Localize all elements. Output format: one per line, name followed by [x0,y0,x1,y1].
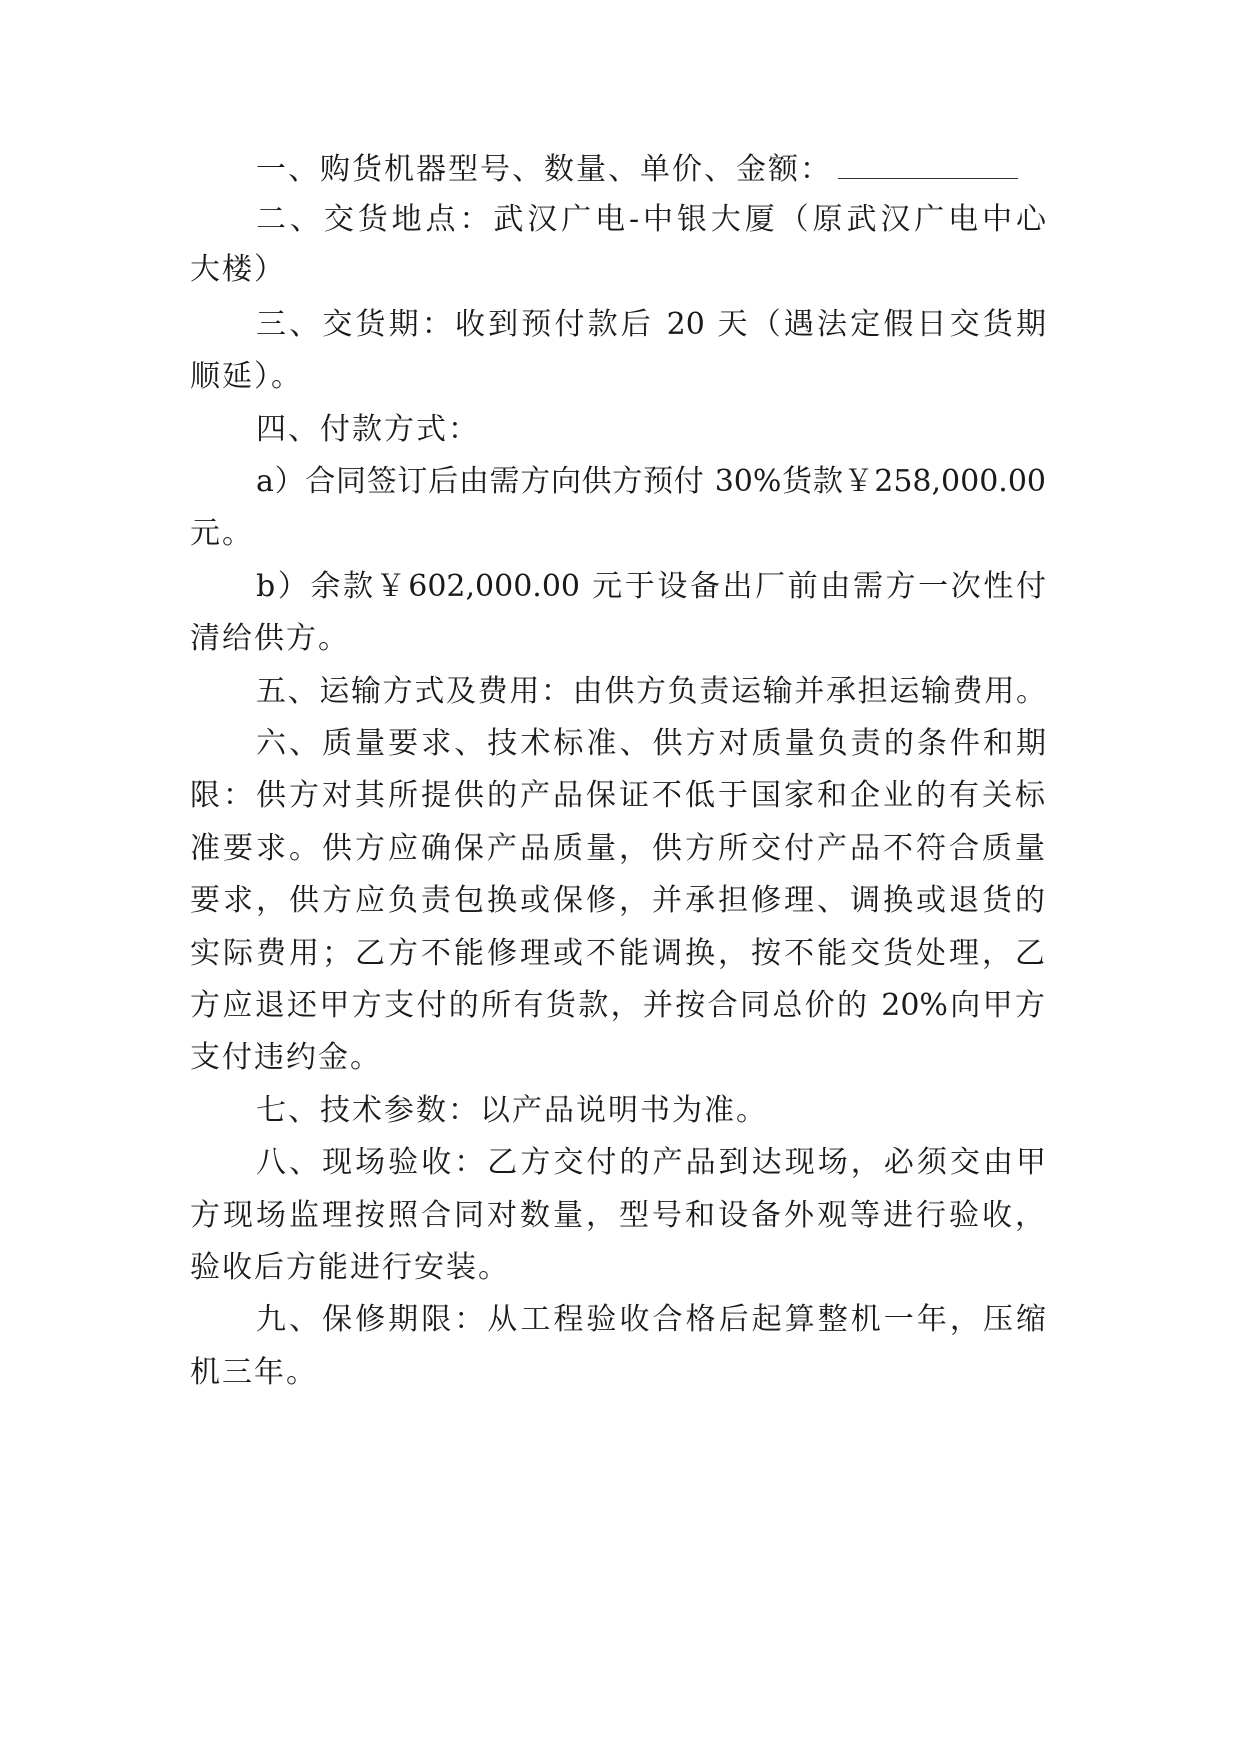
clause-4a-line-1: a）合同签订后由需方向供方预付 30%货款￥258,000.00 [256,464,1046,499]
clause-9-line-2: 机三年。 [190,1355,318,1390]
clause-2-line-1: 二、交货地点：武汉广电-中银大厦（原武汉广电中心 [256,202,1046,237]
clause-8-line-3: 验收后方能进行安装。 [190,1250,510,1285]
clause-4b-line-2: 清给供方。 [190,621,350,656]
clause-3-line-2: 顺延）。 [190,359,303,394]
clause-2-line-2: 大楼） [190,252,286,287]
clause-6-line-6: 方应退还甲方支付的所有货款，并按合同总价的 20%向甲方 [190,988,1045,1023]
clause-4b-line-1: b）余款￥602,000.00 元于设备出厂前由需方一次性付 [256,569,1046,604]
clause-5: 五、运输方式及费用：由供方负责运输并承担运输费用。 [256,674,1046,709]
clause-4-heading: 四、付款方式： [256,412,480,447]
clause-9-line-1: 九、保修期限：从工程验收合格后起算整机一年，压缩 [256,1302,1046,1337]
clause-3-line-1: 三、交货期：收到预付款后 20 天（遇法定假日交货期 [256,307,1046,342]
clause-6-line-1: 六、质量要求、技术标准、供方对质量负责的条件和期 [256,726,1046,761]
clause-6-line-7: 支付违约金。 [190,1040,382,1075]
clause-8-line-2: 方现场监理按照合同对数量，型号和设备外观等进行验收， [190,1198,1045,1233]
clause-7: 七、技术参数：以产品说明书为准。 [256,1093,768,1128]
fill-in-blank [838,154,1018,179]
clause-1: 一、购货机器型号、数量、单价、金额： [256,150,1018,190]
clause-6-line-3: 准要求。供方应确保产品质量，供方所交付产品不符合质量 [190,831,1045,866]
clause-6-line-5: 实际费用；乙方不能修理或不能调换，按不能交货处理，乙 [190,936,1045,971]
clause-6-line-4: 要求，供方应负责包换或保修，并承担修理、调换或退货的 [190,883,1045,918]
clause-4a-line-2: 元。 [190,516,254,551]
clause-8-line-1: 八、现场验收：乙方交付的产品到达现场，必须交由甲 [256,1145,1046,1180]
clause-6-line-2: 限：供方对其所提供的产品保证不低于国家和企业的有关标 [190,778,1045,813]
